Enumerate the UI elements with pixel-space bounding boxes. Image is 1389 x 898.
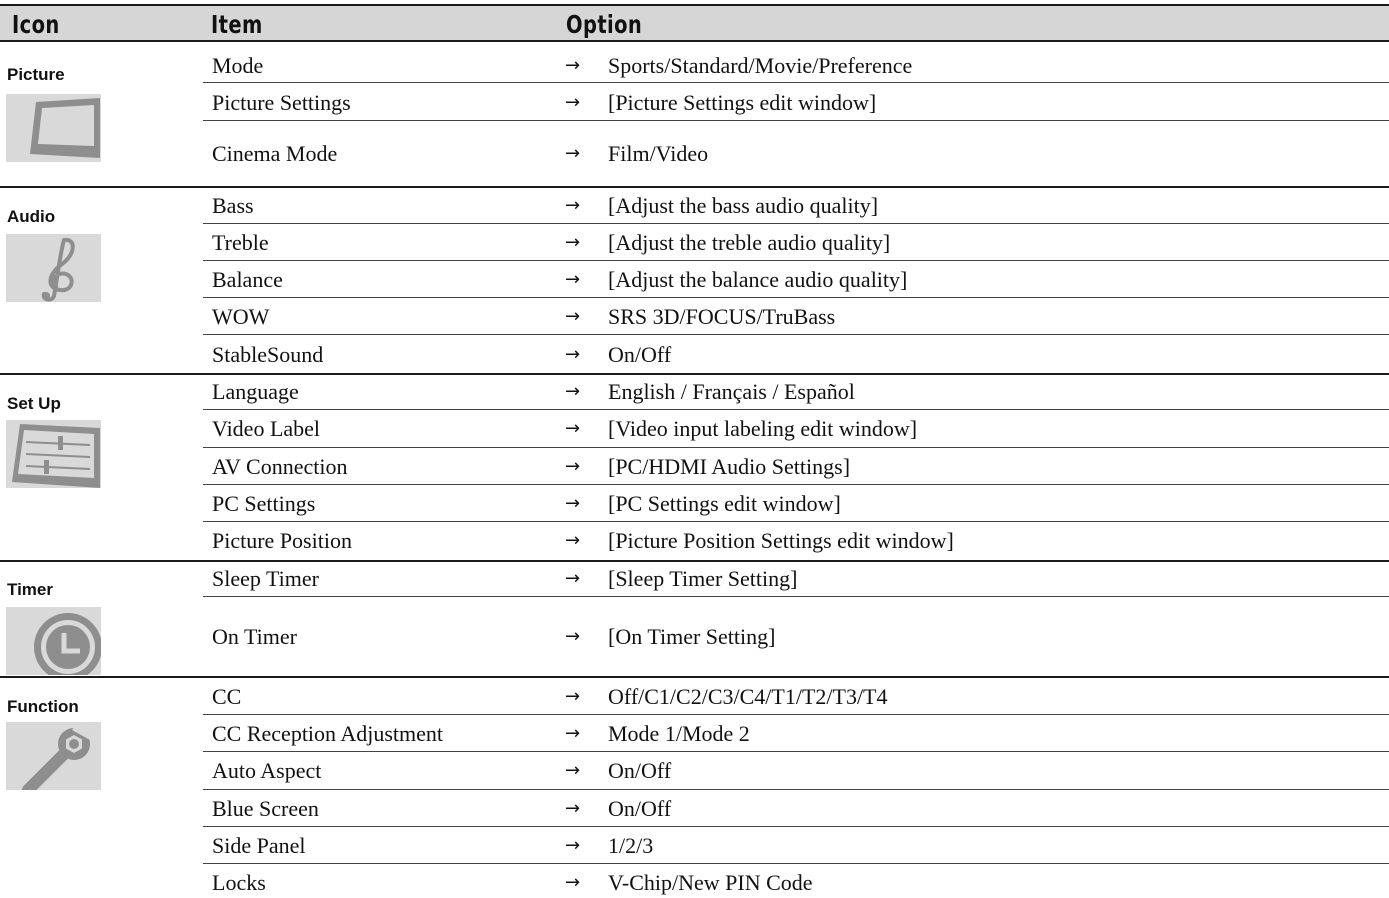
- row-item-mode: Mode: [212, 53, 264, 78]
- row-divider: [203, 714, 1389, 715]
- row-option-bass: [Adjust the bass audio quality]: [608, 193, 879, 218]
- row-item-av-connection: AV Connection: [212, 454, 348, 479]
- row-item-bass: Bass: [212, 193, 254, 218]
- row-item-on-timer: On Timer: [212, 624, 297, 649]
- row-item-cinema-mode: Cinema Mode: [212, 141, 338, 166]
- row-option-balance: [Adjust the balance audio quality]: [608, 267, 908, 292]
- row-divider: [203, 409, 1389, 410]
- row-option-stablesound: On/Off: [608, 342, 672, 367]
- section-title-set-up: Set Up: [7, 394, 61, 413]
- row-divider: [203, 826, 1389, 827]
- row-divider: [203, 334, 1389, 335]
- row-option-sleep-timer: [Sleep Timer Setting]: [608, 566, 798, 591]
- row-option-cinema-mode: Film/Video: [608, 141, 709, 166]
- row-divider: [203, 297, 1389, 298]
- arrow-icon: →: [565, 195, 581, 216]
- header-icon-label: Icon: [12, 10, 60, 39]
- row-divider: [203, 484, 1389, 485]
- row-divider: [203, 447, 1389, 448]
- row-divider: [203, 223, 1389, 224]
- clock-icon: [6, 607, 101, 675]
- arrow-icon: →: [565, 232, 581, 253]
- arrow-icon: →: [565, 626, 581, 647]
- row-option-av-connection: [PC/HDMI Audio Settings]: [608, 454, 851, 479]
- header-item-label: Item: [211, 10, 263, 39]
- row-divider: [203, 521, 1389, 522]
- arrow-icon: →: [565, 143, 581, 164]
- row-item-pc-settings: PC Settings: [212, 491, 316, 516]
- wrench-icon: [6, 722, 101, 790]
- row-option-auto-aspect: On/Off: [608, 758, 672, 783]
- arrow-icon: →: [565, 872, 581, 893]
- header-option-label: Option: [566, 10, 643, 39]
- section-divider: [0, 676, 1389, 678]
- row-option-cc: Off/C1/C2/C3/C4/T1/T2/T3/T4: [608, 684, 888, 709]
- arrow-icon: →: [565, 381, 581, 402]
- row-divider: [203, 260, 1389, 261]
- arrow-icon: →: [565, 92, 581, 113]
- section-title-function: Function: [7, 697, 79, 716]
- row-divider: [203, 863, 1389, 864]
- arrow-icon: →: [565, 798, 581, 819]
- treble-clef-icon: [6, 234, 101, 302]
- row-option-locks: V-Chip/New PIN Code: [608, 870, 813, 895]
- row-divider: [203, 789, 1389, 790]
- row-item-balance: Balance: [212, 267, 283, 292]
- row-item-cc-reception-adjustment: CC Reception Adjustment: [212, 721, 443, 746]
- section-divider: [0, 186, 1389, 188]
- row-item-locks: Locks: [212, 870, 266, 895]
- row-item-blue-screen: Blue Screen: [212, 796, 319, 821]
- row-option-video-label: [Video input labeling edit window]: [608, 416, 918, 441]
- row-divider: [203, 120, 1389, 121]
- section-title-timer: Timer: [7, 580, 53, 599]
- row-divider: [203, 82, 1389, 83]
- row-option-treble: [Adjust the treble audio quality]: [608, 230, 891, 255]
- arrow-icon: →: [565, 55, 581, 76]
- section-title-audio: Audio: [7, 207, 56, 226]
- row-option-mode: Sports/Standard/Movie/Preference: [608, 53, 913, 78]
- row-item-video-label: Video Label: [212, 416, 321, 441]
- row-item-picture-position: Picture Position: [212, 528, 352, 553]
- arrow-icon: →: [565, 418, 581, 439]
- row-option-picture-settings: [Picture Settings edit window]: [608, 90, 877, 115]
- row-option-picture-position: [Picture Position Settings edit window]: [608, 528, 954, 553]
- row-item-language: Language: [212, 379, 299, 404]
- row-option-language: English / Français / Español: [608, 379, 855, 404]
- section-divider: [0, 560, 1389, 562]
- arrow-icon: →: [565, 344, 581, 365]
- row-item-stablesound: StableSound: [212, 342, 324, 367]
- row-divider: [203, 751, 1389, 752]
- section-divider: [0, 373, 1389, 375]
- row-option-pc-settings: [PC Settings edit window]: [608, 491, 841, 516]
- row-item-cc: CC: [212, 684, 242, 709]
- section-title-picture: Picture: [7, 65, 65, 84]
- arrow-icon: →: [565, 723, 581, 744]
- arrow-icon: →: [565, 269, 581, 290]
- row-item-wow: WOW: [212, 304, 270, 329]
- row-option-blue-screen: On/Off: [608, 796, 672, 821]
- row-option-wow: SRS 3D/FOCUS/TruBass: [608, 304, 836, 329]
- table-header: [0, 4, 1389, 42]
- arrow-icon: →: [565, 456, 581, 477]
- row-item-picture-settings: Picture Settings: [212, 90, 351, 115]
- row-option-side-panel: 1/2/3: [608, 833, 654, 858]
- arrow-icon: →: [565, 493, 581, 514]
- row-divider: [203, 596, 1389, 597]
- arrow-icon: →: [565, 760, 581, 781]
- arrow-icon: →: [565, 530, 581, 551]
- row-item-treble: Treble: [212, 230, 269, 255]
- row-option-cc-reception-adjustment: Mode 1/Mode 2: [608, 721, 750, 746]
- row-item-auto-aspect: Auto Aspect: [212, 758, 322, 783]
- row-item-sleep-timer: Sleep Timer: [212, 566, 319, 591]
- row-option-on-timer: [On Timer Setting]: [608, 624, 776, 649]
- arrow-icon: →: [565, 568, 581, 589]
- arrow-icon: →: [565, 835, 581, 856]
- slider-settings-icon: [6, 420, 101, 488]
- arrow-icon: →: [565, 306, 581, 327]
- arrow-icon: →: [565, 686, 581, 707]
- tv-screen-icon: [6, 94, 101, 162]
- row-item-side-panel: Side Panel: [212, 833, 306, 858]
